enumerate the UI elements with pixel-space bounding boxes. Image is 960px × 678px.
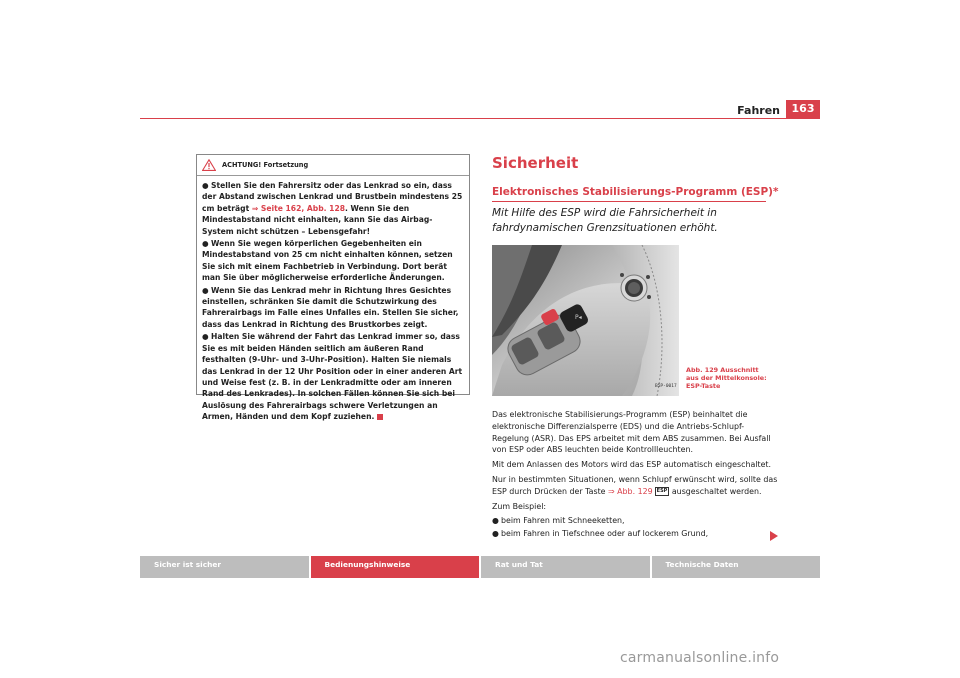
subsection-title: Elektronisches Stabilisierungs-Programm (ESP)* — [492, 186, 779, 198]
footer-tab-rat-und-tat[interactable]: Rat und Tat — [481, 556, 650, 578]
warning-box — [196, 154, 470, 422]
bullet-icon: ● — [202, 181, 209, 190]
list-item: ● beim Fahren mit Schneeketten, — [492, 516, 625, 526]
warning-title: ACHTUNG! Fortsetzung — [222, 161, 309, 169]
footer-nav — [140, 556, 820, 578]
esp-key-badge: ESP — [656, 487, 668, 494]
warning-item: ● Stellen Sie den Fahrersitz oder das Lenkrad so ein, dass der Abstand zwischen Lenkrad und Brustbein mindestens 25 cm beträgt ⇒ Seite 162, Abb. 128. Wenn Sie den Mindestabstand nicht einhalten, kann Sie das Airbag-System nicht schützen – Lebensgefahr! — [202, 181, 463, 236]
figure-code: B5P-0017 — [655, 384, 677, 389]
bullet-icon: ● — [202, 332, 209, 342]
bullet-icon: ● — [202, 239, 209, 249]
warning-triangle-icon — [202, 159, 216, 171]
bullet-icon: ● — [492, 529, 499, 539]
paragraph: Das elektronische Stabilisierungs-Programm (ESP) beinhaltet die elektronische Differenzialsperre (EDS) und die Antriebs-Schlupf-Regelung (ASR). Das EPS arbeitet mit dem ABS zusammen. Bei Ausfall von ESP oder ABS leuchten beide Kontrollleuchten. — [492, 410, 771, 455]
warning-header — [197, 155, 469, 176]
figure-caption: Abb. 129 Ausschnitt aus der Mittelkonsole: ESP-Taste — [686, 366, 767, 390]
page-number: 163 — [786, 100, 820, 118]
paragraph: Mit dem Anlassen des Motors wird das ESP automatisch eingeschaltet. — [492, 460, 772, 470]
next-page-arrow-icon[interactable] — [769, 530, 779, 542]
bullet-icon: ● — [492, 516, 499, 526]
intro-text: Mit Hilfe des ESP wird die Fahrsicherheit in fahrdynamischen Grenzsituationen erhöht. — [492, 207, 718, 234]
paragraph: Nur in bestimmten Situationen, wenn Schlupf erwünscht wird, sollte das ESP durch Drücken der Taste ⇒ Abb. 129 ESP ausgeschaltet werden. — [492, 474, 778, 496]
page-header-title: Fahren — [737, 104, 780, 117]
footer-tab-sicher[interactable]: Sicher ist sicher — [140, 556, 309, 578]
center-console-photo — [492, 245, 679, 396]
subsection-divider — [492, 201, 766, 202]
warning-item: ● Wenn Sie wegen körperlichen Gegebenheiten ein Mindestabstand von 25 cm nicht einhalten können, setzen Sie sich mit einem Fachbetrieb in Verbindung. Dort berät man Sie über möglicherweise erforderliche Änderungen. — [202, 239, 453, 283]
list-item: ● beim Fahren in Tiefschnee oder auf lockerem Grund, — [492, 529, 709, 539]
page-reference-link[interactable]: ⇒ Seite 162, Abb. 128 — [251, 203, 346, 213]
body-text — [492, 409, 778, 541]
paragraph: Zum Beispiel: — [492, 501, 547, 511]
footer-tab-technische-daten[interactable]: Technische Daten — [652, 556, 821, 578]
svg-text:P◂: P◂ — [575, 314, 582, 321]
figure-reference-link[interactable]: ⇒ Abb. 129 — [608, 486, 653, 496]
warning-item: ● Halten Sie während der Fahrt das Lenkrad immer so, dass Sie es mit beiden Händen seitlich am äußeren Rand festhalten (9-Uhr- und 3-Uhr-Position). Halten Sie niemals das Lenkrad in der 12 Uhr Position oder in einer anderen Art und Weise fest (z. B. in der Lenkradmitte oder am inneren Rand des Lenkrades). In solchen Fällen können Sie sich bei Auslösung des Fahrerairbags schwere Verletzungen an Armen, Händen und dem Kopf zuziehen. — [202, 332, 463, 422]
header-divider — [140, 118, 820, 119]
bullet-icon: ● — [202, 285, 209, 295]
watermark: carmanualsonline.info — [620, 650, 780, 666]
footer-tab-bedienungshinweise[interactable]: Bedienungshinweise — [311, 556, 480, 578]
console-illustration — [492, 245, 679, 396]
section-end-marker — [377, 414, 383, 420]
section-title: Sicherheit — [492, 154, 579, 172]
warning-item: ● Wenn Sie das Lenkrad mehr in Richtung Ihres Gesichtes einstellen, schränken Sie damit die Schutzwirkung des Fahrerairbags im Falle eines Unfalles ein. Stellen Sie sicher, dass das Lenkrad in Richtung des Brustkorbes zeigt. — [202, 285, 459, 329]
